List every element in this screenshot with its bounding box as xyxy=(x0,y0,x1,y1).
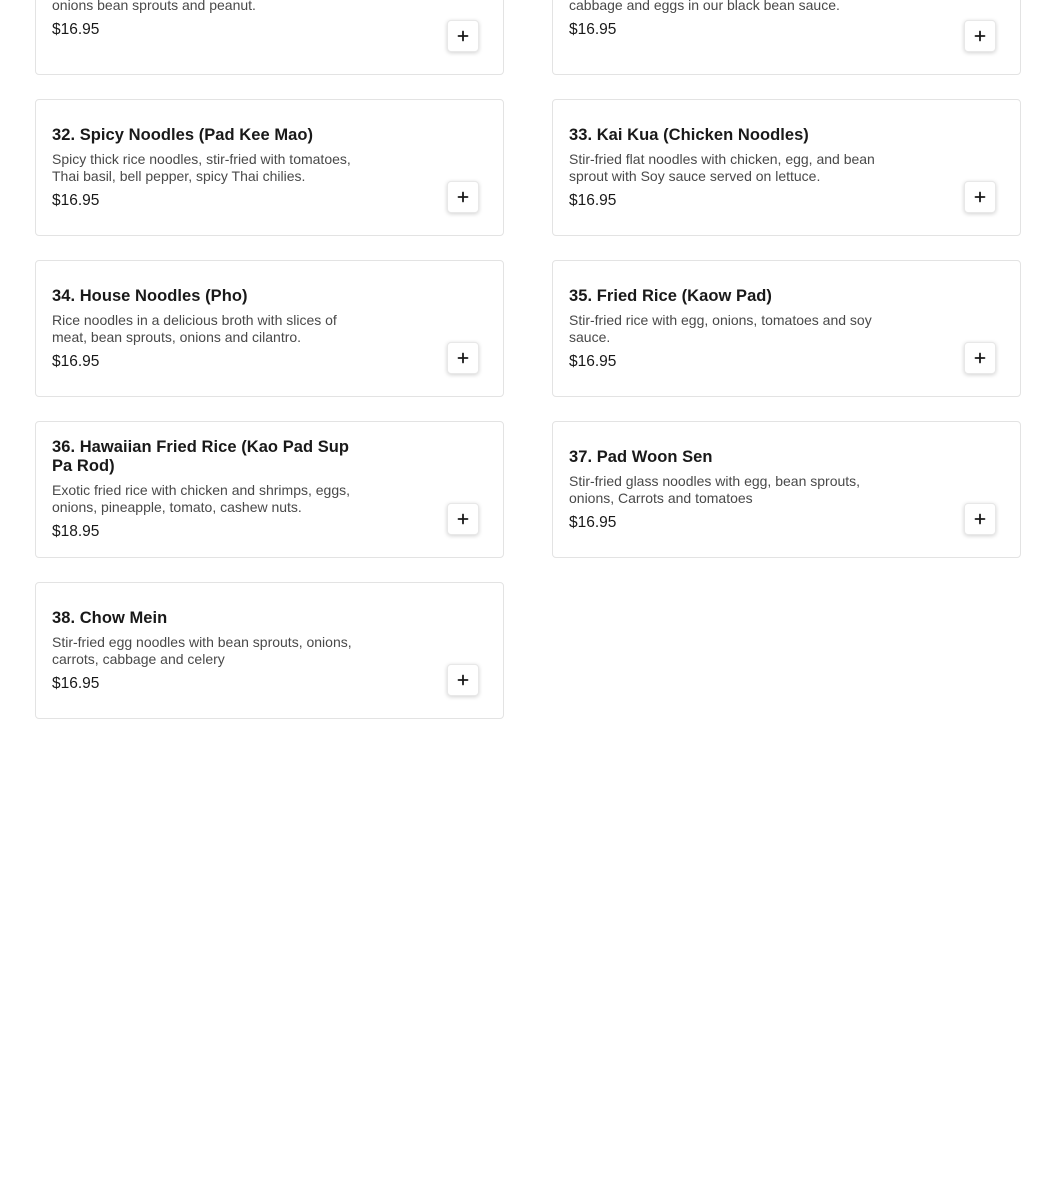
add-item-button[interactable] xyxy=(447,181,479,213)
menu-item-description: onions bean sprouts and peanut. xyxy=(52,0,256,13)
plus-icon xyxy=(457,674,469,686)
menu-item-description: Rice noodles in a delicious broth with slices of meat, bean sprouts, onions and cilantro. xyxy=(52,311,337,345)
plus-icon xyxy=(974,352,986,364)
menu-item-body xyxy=(52,609,360,693)
menu-item-price: $16.95 xyxy=(52,674,100,692)
menu-item-body xyxy=(569,448,877,532)
menu-item-price: $16.95 xyxy=(569,21,617,38)
menu-item-card[interactable] xyxy=(35,260,504,397)
menu-item-card[interactable] xyxy=(552,99,1021,236)
menu-item-card[interactable] xyxy=(35,0,504,75)
menu-item-price: $16.95 xyxy=(569,191,617,209)
add-item-button[interactable] xyxy=(447,503,479,535)
add-item-button[interactable] xyxy=(964,20,996,52)
menu-item-description: cabbage and eggs in our black bean sauce. xyxy=(569,0,840,13)
add-item-button[interactable] xyxy=(447,342,479,374)
menu-item-description: Stir-fried glass noodles with egg, bean sprouts, onions, Carrots and tomatoes xyxy=(569,472,861,506)
menu-item-description: Stir-fried flat noodles with chicken, egg, and bean sprout with Soy sauce served on lettuce. xyxy=(569,150,875,184)
menu-item-body xyxy=(52,287,360,371)
plus-icon xyxy=(974,30,986,42)
plus-icon xyxy=(974,191,986,203)
menu-item-price: $16.95 xyxy=(52,21,100,38)
menu-items-grid xyxy=(35,0,1021,719)
menu-item-price: $16.95 xyxy=(52,352,100,370)
menu-item-title: 35. Fried Rice (Kaow Pad) xyxy=(569,286,772,305)
menu-item-card[interactable] xyxy=(552,421,1021,558)
menu-item-body xyxy=(52,126,360,210)
menu-item-description: Exotic fried rice with chicken and shrimps, eggs, onions, pineapple, tomato, cashew nuts. xyxy=(52,482,351,515)
menu-item-title: 33. Kai Kua (Chicken Noodles) xyxy=(569,125,809,144)
menu-item-card[interactable] xyxy=(552,260,1021,397)
add-item-button[interactable] xyxy=(964,503,996,535)
menu-item-title: 36. Hawaiian Fried Rice (Kao Pad Sup Pa Rod) xyxy=(52,438,350,475)
add-item-button[interactable] xyxy=(447,20,479,52)
menu-item-title: 38. Chow Mein xyxy=(52,608,168,627)
plus-icon xyxy=(457,352,469,364)
menu-item-price: $16.95 xyxy=(52,191,100,209)
menu-item-price: $16.95 xyxy=(569,513,617,531)
menu-item-title: 37. Pad Woon Sen xyxy=(569,447,713,466)
menu-item-price: $16.95 xyxy=(569,352,617,370)
menu-item-card[interactable] xyxy=(35,421,504,558)
menu-item-card[interactable] xyxy=(552,0,1021,75)
plus-icon xyxy=(457,30,469,42)
menu-item-price: $18.95 xyxy=(52,523,100,540)
menu-item-description: Stir-fried rice with egg, onions, tomatoes and soy sauce. xyxy=(569,311,872,345)
plus-icon xyxy=(974,513,986,525)
plus-icon xyxy=(457,513,469,525)
menu-item-description: Stir-fried egg noodles with bean sprouts, onions, carrots, cabbage and celery xyxy=(52,633,352,667)
add-item-button[interactable] xyxy=(447,664,479,696)
menu-item-title: 34. House Noodles (Pho) xyxy=(52,286,248,305)
menu-item-body xyxy=(52,438,360,541)
menu-item-card[interactable] xyxy=(35,582,504,719)
menu-item-body xyxy=(569,126,877,210)
menu-item-description: Spicy thick rice noodles, stir-fried with tomatoes, Thai basil, bell pepper, spicy Thai chilies. xyxy=(52,150,351,184)
menu-item-body xyxy=(52,0,360,39)
menu-item-title: 32. Spicy Noodles (Pad Kee Mao) xyxy=(52,125,314,144)
add-item-button[interactable] xyxy=(964,342,996,374)
menu-item-card[interactable] xyxy=(35,99,504,236)
add-item-button[interactable] xyxy=(964,181,996,213)
plus-icon xyxy=(457,191,469,203)
menu-item-body xyxy=(569,287,877,371)
menu-item-body xyxy=(569,0,877,39)
